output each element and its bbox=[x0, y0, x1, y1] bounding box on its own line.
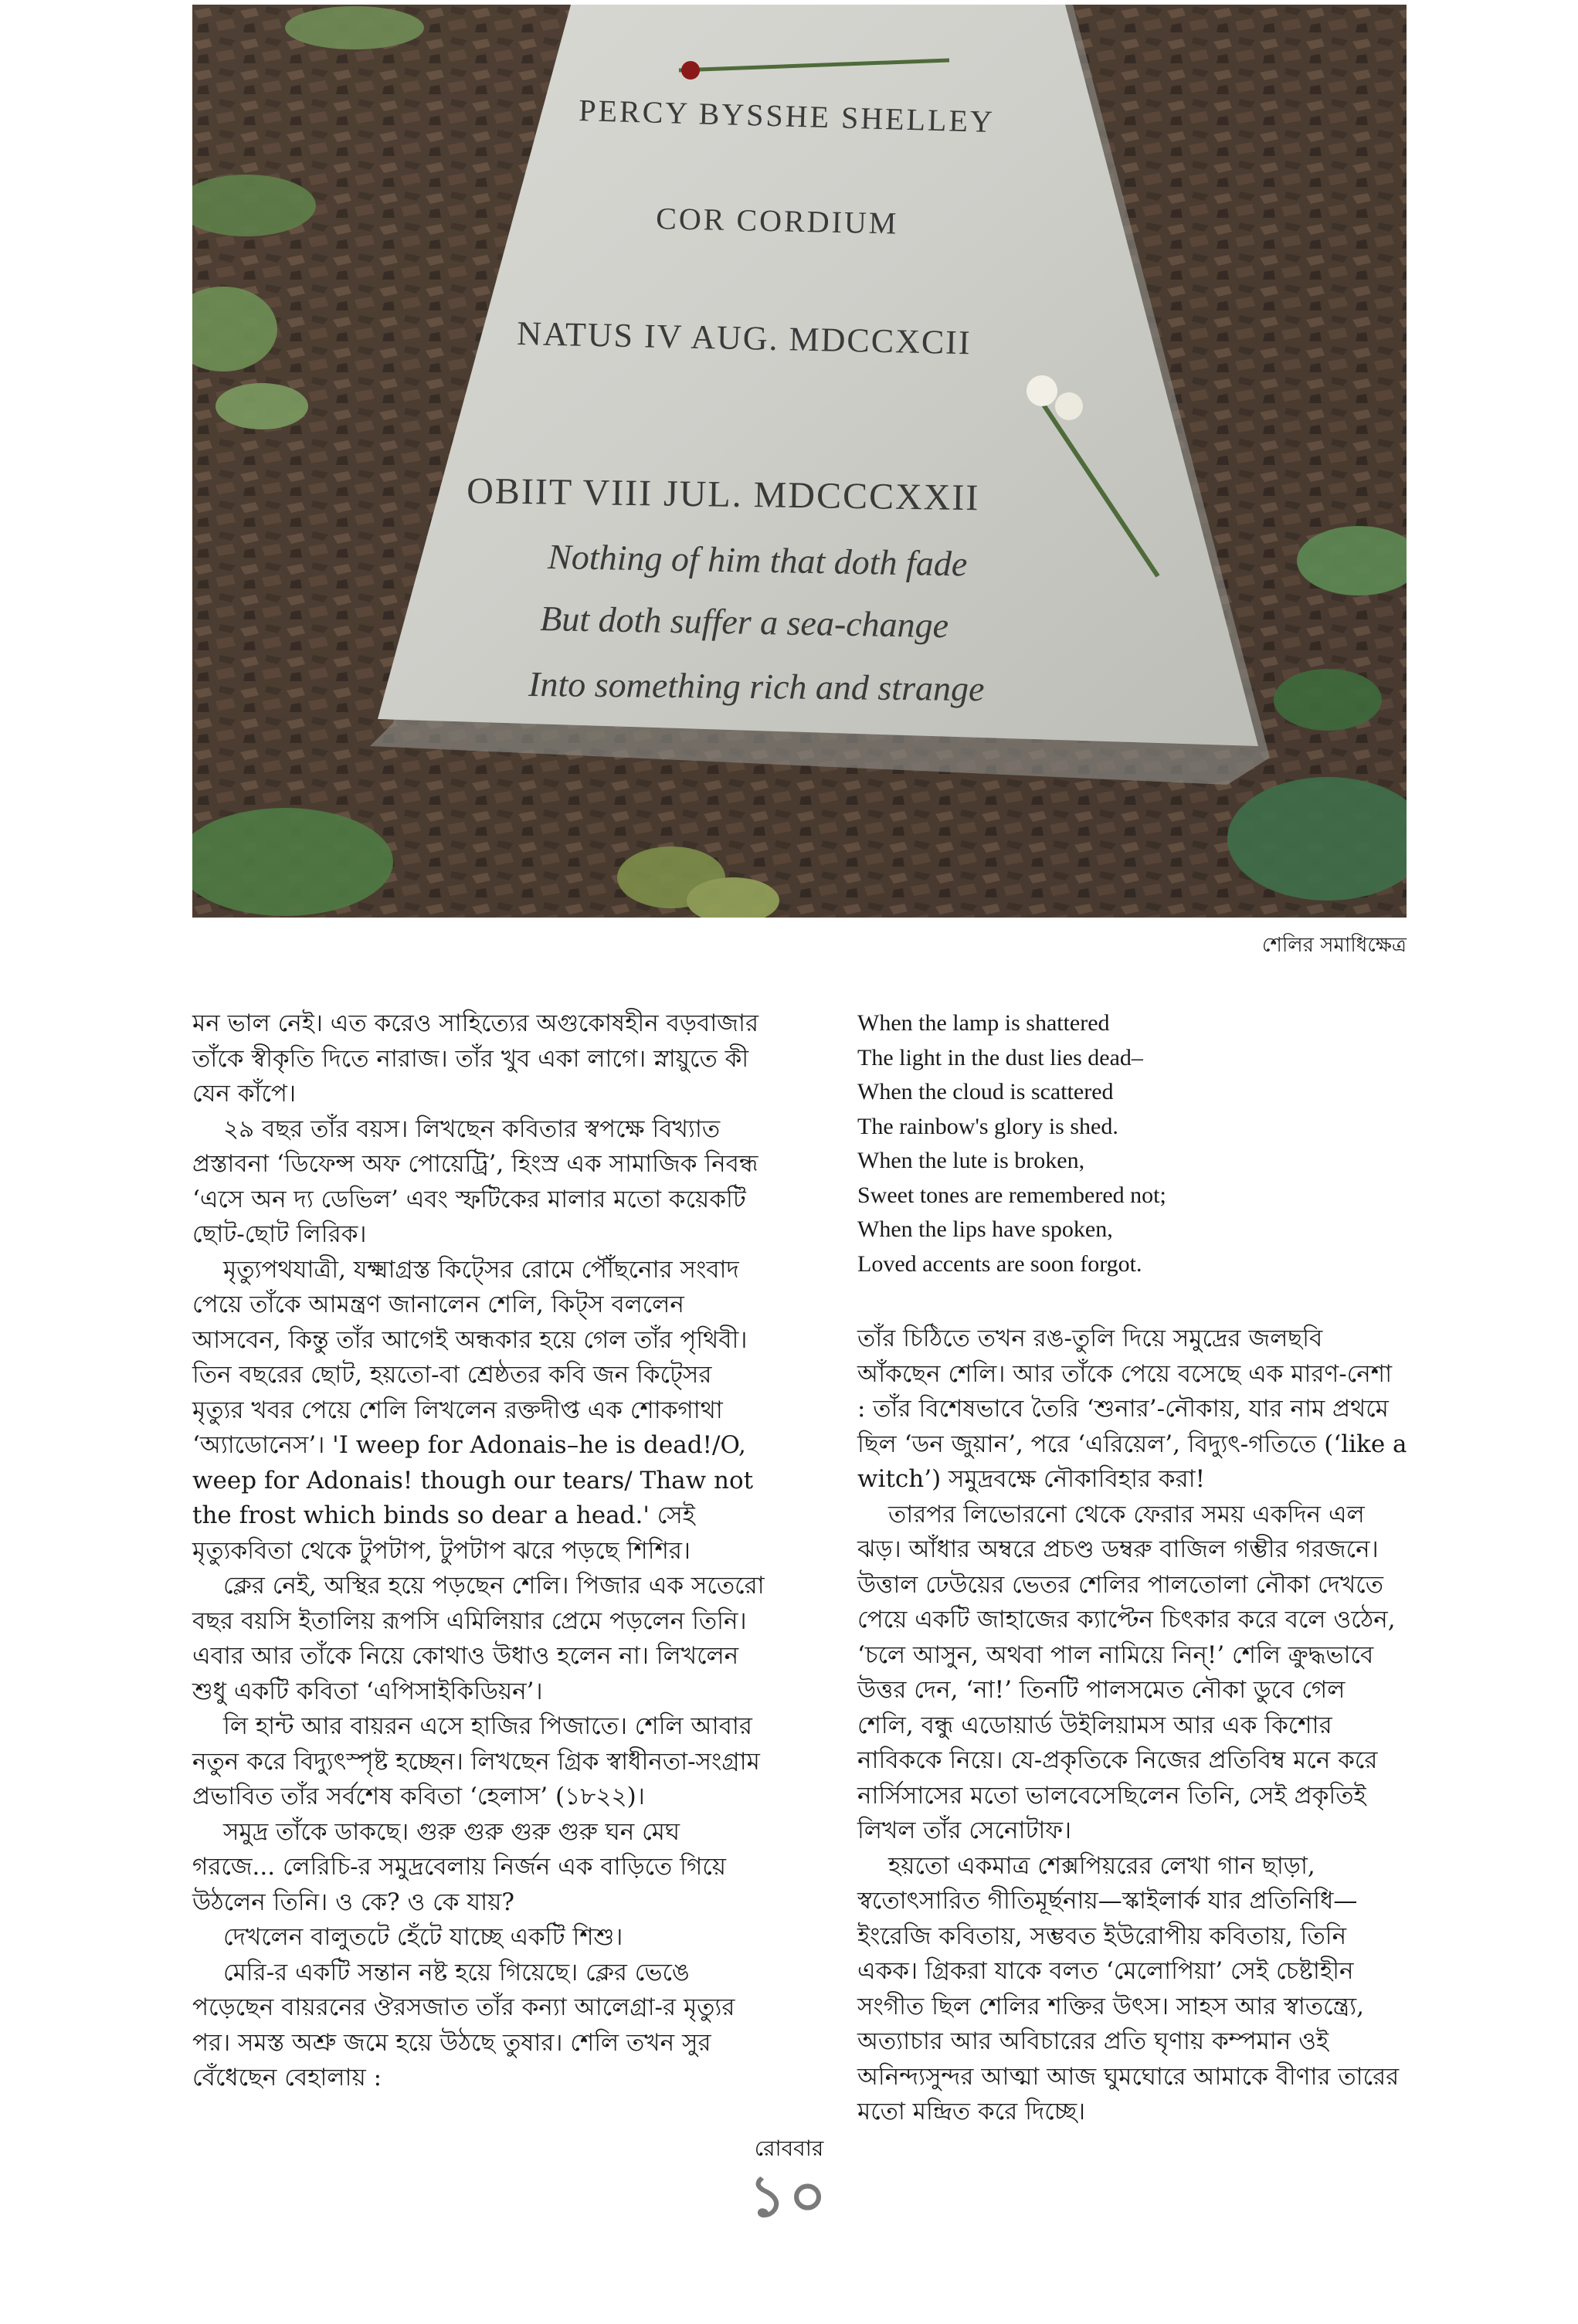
paragraph: দেখলেন বালুতটে হেঁটে যাচ্ছে একটি শিশু। bbox=[223, 1923, 623, 1951]
paragraph: ক্লের নেই, অস্থির হয়ে পড়ছেন শেলি। পিজার এক সতেরো বছর বয়সি ইতালিয় রূপসি এমিলিয়ার প্রেমে পড়লেন তিনি। এবার আর তাঁকে নিয়ে কোথাও উধাও হলেন না। লিখলেন শুধু একটি কবিতা ‘এপিসাইকিডিয়ন’। bbox=[192, 1572, 765, 1705]
paragraph: তারপর লিভোরনো থেকে ফেরার সময় একদিন এল ঝড়। আঁধার অম্বরে প্রচণ্ড ডম্বরু বাজিল গম্ভীর গরজনে। উত্তাল ঢেউয়ের ভেতর শেলির পালতোলা নৌকা দেখতে পেয়ে একটি জাহাজের ক্যাপ্টেন চিৎকার করে বলে ওঠেন, ‘চলে আসুন, অথবা পাল নামিয়ে নিন্!’ শেলি ক্রুদ্ধভাবে উত্তর দেন, ‘না!’ তিনটি পালসমেত নৌকা ডুবে গেল শেলি, বন্ধু এডোয়ার্ড উইলিয়ামস আর এক কিশোর নাবিককে নিয়ে। যে-প্রকৃতিকে নিজের প্রতিবিম্ব মনে করে নার্সিসাসের মতো ভালবেসেছিলেন তিনি, সেই প্রকৃতিই লিখল তাঁর সেনোটাফ। bbox=[857, 1500, 1396, 1844]
inscription-died: OBIIT VIII JUL. MDCCCXXII bbox=[466, 470, 980, 519]
paragraph: মন ভাল নেই। এত করেও সাহিত্যের অগুকোষহীন বড়বাজার তাঁকে স্বীকৃতি দিতে নারাজ। তাঁর খুব একা লাগে। স্নায়ুতে কী যেন কাঁপে। bbox=[192, 1009, 759, 1108]
inscription-verse-2: But doth suffer a sea-change bbox=[539, 599, 949, 646]
poem-line: When the cloud is scattered bbox=[857, 1079, 1114, 1104]
paragraph: মেরি-র একটি সন্তান নষ্ট হয়ে গিয়েছে। ক্লের ভেঙে পড়েছেন বায়রনের ঔরসজাত তাঁর কন্যা আলেগ্রা-র মৃত্যুর পর। সমস্ত অশ্রু জমে হয়ে উঠছে তুষার। শেলি তখন সুর বেঁধেছেন বেহালায় : bbox=[192, 1958, 735, 2092]
inscription-verse-1: Nothing of him that doth fade bbox=[547, 537, 968, 584]
gravestone-photo bbox=[192, 5, 1407, 918]
inscription-motto: COR CORDIUM bbox=[655, 201, 899, 241]
inscription-born: NATUS IV AUG. MDCCXCII bbox=[516, 314, 972, 362]
paragraph: লি হান্ট আর বায়রন এসে হাজির পিজাতে। শেলি আবার নতুন করে বিদ্যুৎস্পৃষ্ট হচ্ছেন। লিখছেন গ্রিক স্বাধীনতা-সংগ্রাম প্রভাবিত তাঁর সর্বশেষ কবিতা ‘হেলাস’ (১৮২২)। bbox=[192, 1712, 760, 1810]
right-column bbox=[857, 1006, 1407, 2130]
magazine-name: রোববার bbox=[754, 2136, 824, 2161]
poem-line: When the lute is broken, bbox=[857, 1148, 1085, 1173]
left-column bbox=[192, 1006, 768, 2096]
poem-line: Sweet tones are remembered not; bbox=[857, 1182, 1166, 1208]
poem-line: The rainbow's glory is shed. bbox=[857, 1113, 1118, 1139]
poem-line: The light in the dust lies dead– bbox=[857, 1044, 1143, 1070]
paragraph: তাঁর চিঠিতে তখন রঙ-তুলি দিয়ে সমুদ্রের জলছবি আঁকছেন শেলি। আর তাঁকে পেয়ে বসেছে এক মারণ-নেশা : তাঁর বিশেষভাবে তৈরি ‘শুনার’-নৌকায়, যার নাম প্রথমে ছিল ‘ডন জুয়ান’, পরে ‘এরিয়েল’, বিদ্যুৎ-গতিতে (‘like a witch’) সমুদ্রবক্ষে নৌকাবিহার করা! bbox=[857, 1325, 1407, 1493]
paragraph: ২৯ বছর তাঁর বয়স। লিখছেন কবিতার স্বপক্ষে বিখ্যাত প্রস্তাবনা ‘ডিফেন্স অফ পোয়েট্রি’, হিংস্র এক সামাজিক নিবন্ধ ‘এসে অন দ্য ডেভিল’ এবং স্ফটিকের মালার মতো কয়েকটি ছোট-ছোট লিরিক। bbox=[192, 1115, 758, 1248]
poem-line: Loved accents are soon forgot. bbox=[857, 1250, 1142, 1277]
inscription-name: PERCY BYSSHE SHELLEY bbox=[578, 93, 996, 140]
poem-quote bbox=[857, 1006, 1407, 1281]
paragraph: হয়তো একমাত্র শেক্সপিয়রের লেখা গান ছাড়া, স্বতোৎসারিত গীতিমূর্ছনায়—স্কাইলার্ক যার প্রতিনিধি—ইংরেজি কবিতায়, সম্ভবত ইউরোপীয় কবিতায়, তিনি একক। গ্রিকরা যাকে বলত ‘মেলোপিয়া’ সেই চেষ্টাহীন সংগীত ছিল শেলির শক্তির উৎস। সাহস আর স্বাতন্ত্র্যে, অত্যাচার আর অবিচারের প্রতি ঘৃণায় কম্পমান ওই অনিন্দ্যসুন্দর আত্মা আজ ঘুমঘোরে আমাকে বীণার তারের মতো মন্দ্রিত করে দিচ্ছে। bbox=[857, 1851, 1400, 2126]
poem-line: When the lips have spoken, bbox=[857, 1216, 1113, 1242]
paragraph: সমুদ্র তাঁকে ডাকছে। গুরু গুরু গুরু গুরু ঘন মেঘ গরজে... লেরিচি-র সমুদ্রবেলায় নির্জন এক বাড়িতে গিয়ে উঠলেন তিনি। ও কে? ও কে যায়? bbox=[192, 1817, 727, 1916]
photo-caption: শেলির সমাধিক্ষেত্র bbox=[1261, 934, 1407, 957]
inscription-verse-3: Into something rich and strange bbox=[528, 664, 985, 709]
paragraph: মৃত্যুপথযাত্রী, যক্ষ্মাগ্রস্ত কিট্সের রোমে পৌঁছনোর সংবাদ পেয়ে তাঁকে আমন্ত্রণ জানালেন শেলি, কিট্স বললেন আসবেন, কিন্তু তাঁর আগেই অন্ধকার হয়ে গেল তাঁর পৃথিবী। তিন বছরের ছোট, হয়তো-বা শ্রেষ্ঠতর কবি জন কিট্সের মৃত্যুর খবর পেয়ে শেলি লিখলেন রক্তদীপ্ত এক শোকগাথা ‘অ্যাডোনেস’। 'I weep for Adonais–he is dead!/O, weep for Adonais! though our tears/ Thaw not the frost which binds so dear a head.' সেই মৃত্যুকবিতা থেকে টুপটাপ, টুপটাপ ঝরে পড়ছে শিশির। bbox=[192, 1255, 754, 1565]
poem-line: When the lamp is shattered bbox=[857, 1010, 1110, 1036]
page-number: ১০ bbox=[748, 2163, 830, 2230]
